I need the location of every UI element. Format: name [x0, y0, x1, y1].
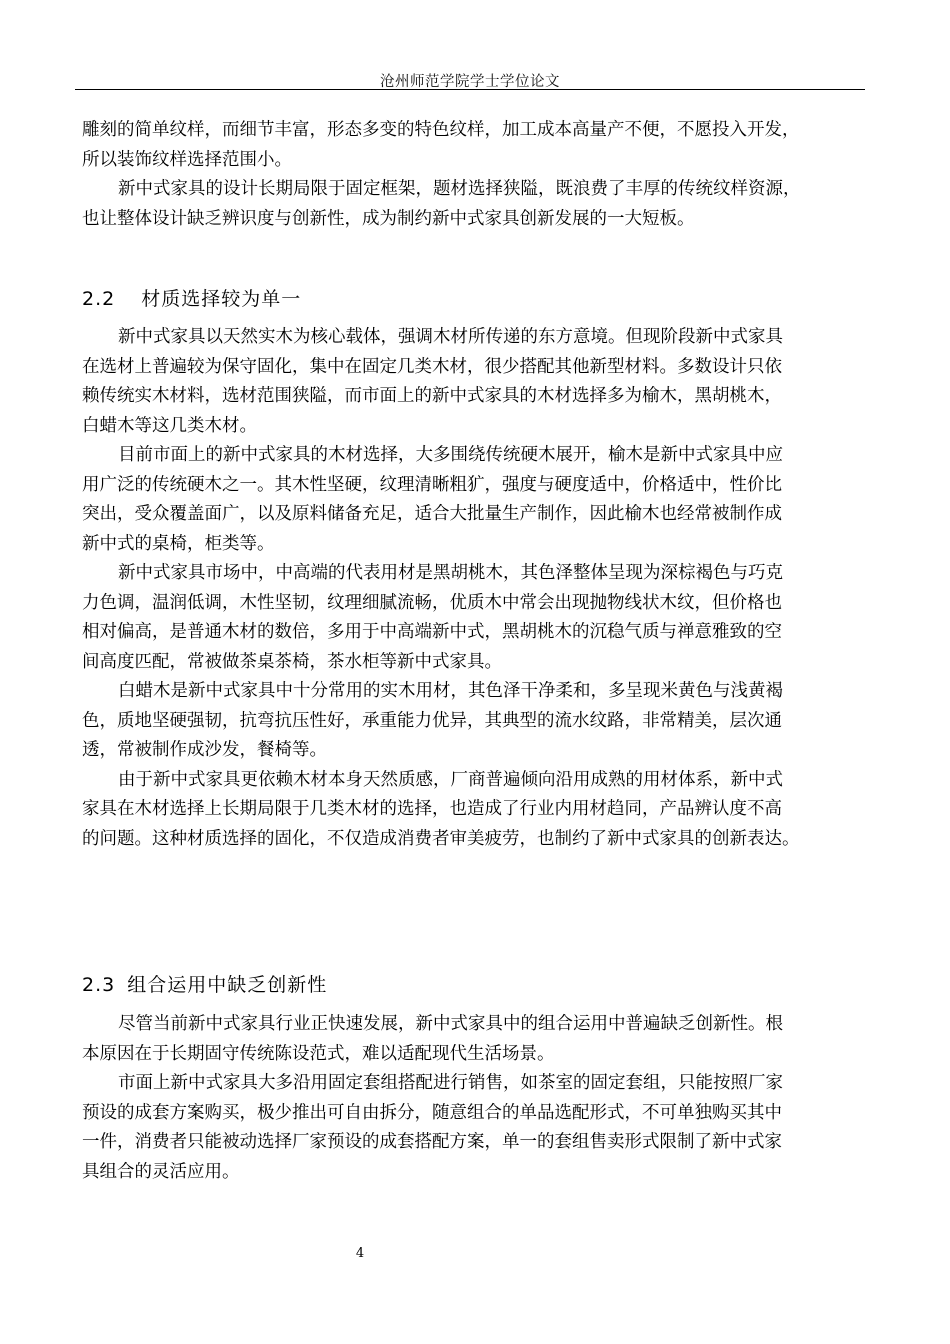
paragraph-line: 用广泛的传统硬木之一。其木性坚硬，纹理清晰粗犷，强度与硬度适中，价格适中，性价比: [82, 474, 782, 495]
paragraph-line: 突出，受众覆盖面广，以及原料储备充足，适合大批量生产制作，因此榆木也经常被制作成: [82, 504, 782, 524]
page-number: 4: [355, 1246, 365, 1261]
paragraph-line: 由于新中式家具更依赖木材本身天然质感，厂商普遍倾向沿用成熟的用材体系，新中式: [118, 769, 783, 790]
paragraph-line: 家具在木材选择上长期局限于几类木材的选择，也造成了行业内用材趋同，产品辨认度不高: [82, 799, 782, 819]
section-2-3-body: [82, 1010, 862, 1187]
continuation-block: [82, 116, 862, 234]
paragraph-line: 赖传统实木材料，选材范围狭隘，而市面上的新中式家具的木材选择多为榆木，黑胡桃木，: [82, 386, 782, 406]
paragraph-line: 本原因在于长期固守传统陈设范式，难以适配现代生活场景。: [82, 1043, 555, 1064]
paragraph-line: 新中式的桌椅，柜类等。: [82, 533, 275, 554]
paragraph-line: 新中式家具的设计长期局限于固定框架，题材选择狭隘，既浪费了丰厚的传统纹样资源，: [118, 179, 801, 199]
paragraph-line: 色，质地坚硬强韧，抗弯抗压性好，承重能力优异，其典型的流水纹路，非常精美，层次通: [82, 710, 782, 731]
paragraph-line: 雕刻的简单纹样，而细节丰富，形态多变的特色纹样，加工成本高量产不便，不愿投入开发，: [82, 120, 800, 140]
section-number: 2.3: [82, 974, 116, 996]
paragraph-line: 白蜡木是新中式家具中十分常用的实木用材，其色泽干净柔和，多呈现米黄色与浅黄褐: [118, 681, 783, 701]
section-title: 材质选择较为单一: [141, 288, 302, 310]
paragraph-line: 也让整体设计缺乏辨识度与创新性，成为制约新中式家具创新发展的一大短板。: [82, 208, 695, 229]
paragraph-line: 市面上新中式家具大多沿用固定套组搭配进行销售，如茶室的固定套组，只能按照厂家: [118, 1073, 783, 1093]
paragraph-line: 新中式家具以天然实木为核心载体，强调木材所传递的东方意境。但现阶段新中式家具: [118, 327, 783, 347]
paragraph-line: 具组合的灵活应用。: [82, 1161, 240, 1182]
paragraph-line: 力色调，温润低调，木性坚韧，纹理细腻流畅，优质木中常会出现抛物线状木纹，但价格也: [82, 592, 782, 613]
paragraph-line: 的问题。这种材质选择的固化，不仅造成消费者审美疲劳，也制约了新中式家具的创新表达。: [82, 828, 800, 849]
paragraph-line: 白蜡木等这几类木材。: [82, 415, 257, 436]
paragraph-line: 所以装饰纹样选择范围小。: [82, 149, 292, 170]
paragraph-line: 尽管当前新中式家具行业正快速发展，新中式家具中的组合运用中普遍缺乏创新性。根: [118, 1014, 783, 1034]
paragraph-line: 在选材上普遍较为保守固化，集中在固定几类木材，很少搭配其他新型材料。多数设计只依: [82, 356, 782, 377]
paragraph-line: 间高度匹配，常被做茶桌茶椅，茶水柜等新中式家具。: [82, 651, 502, 672]
paragraph-line: 新中式家具市场中，中高端的代表用材是黑胡桃木，其色泽整体呈现为深棕褐色与巧克: [118, 563, 783, 583]
section-heading-2-2: [82, 284, 301, 311]
section-number: 2.2: [82, 288, 116, 310]
paragraph-line: 目前市面上的新中式家具的木材选择，大多围绕传统硬木展开，榆木是新中式家具中应: [118, 445, 783, 465]
paragraph-line: 透，常被制作成沙发，餐椅等。: [82, 740, 327, 760]
section-heading-2-3: [82, 970, 327, 997]
section-title: 组合运用中缺乏创新性: [127, 974, 328, 996]
paragraph-line: 预设的成套方案购买，极少推出可自由拆分，随意组合的单品选配形式，不可单独购买其中: [82, 1102, 782, 1123]
paragraph-line: 一件，消费者只能被动选择厂家预设的成套搭配方案，单一的套组售卖形式限制了新中式家: [82, 1132, 782, 1152]
section-2-2-body: [82, 323, 862, 854]
header-rule: [75, 89, 865, 90]
paragraph-line: 相对偏高，是普通木材的数倍，多用于中高端新中式，黑胡桃木的沉稳气质与禅意雅致的空: [82, 622, 782, 642]
running-header: 沧州师范学院学士学位论文: [380, 74, 560, 90]
